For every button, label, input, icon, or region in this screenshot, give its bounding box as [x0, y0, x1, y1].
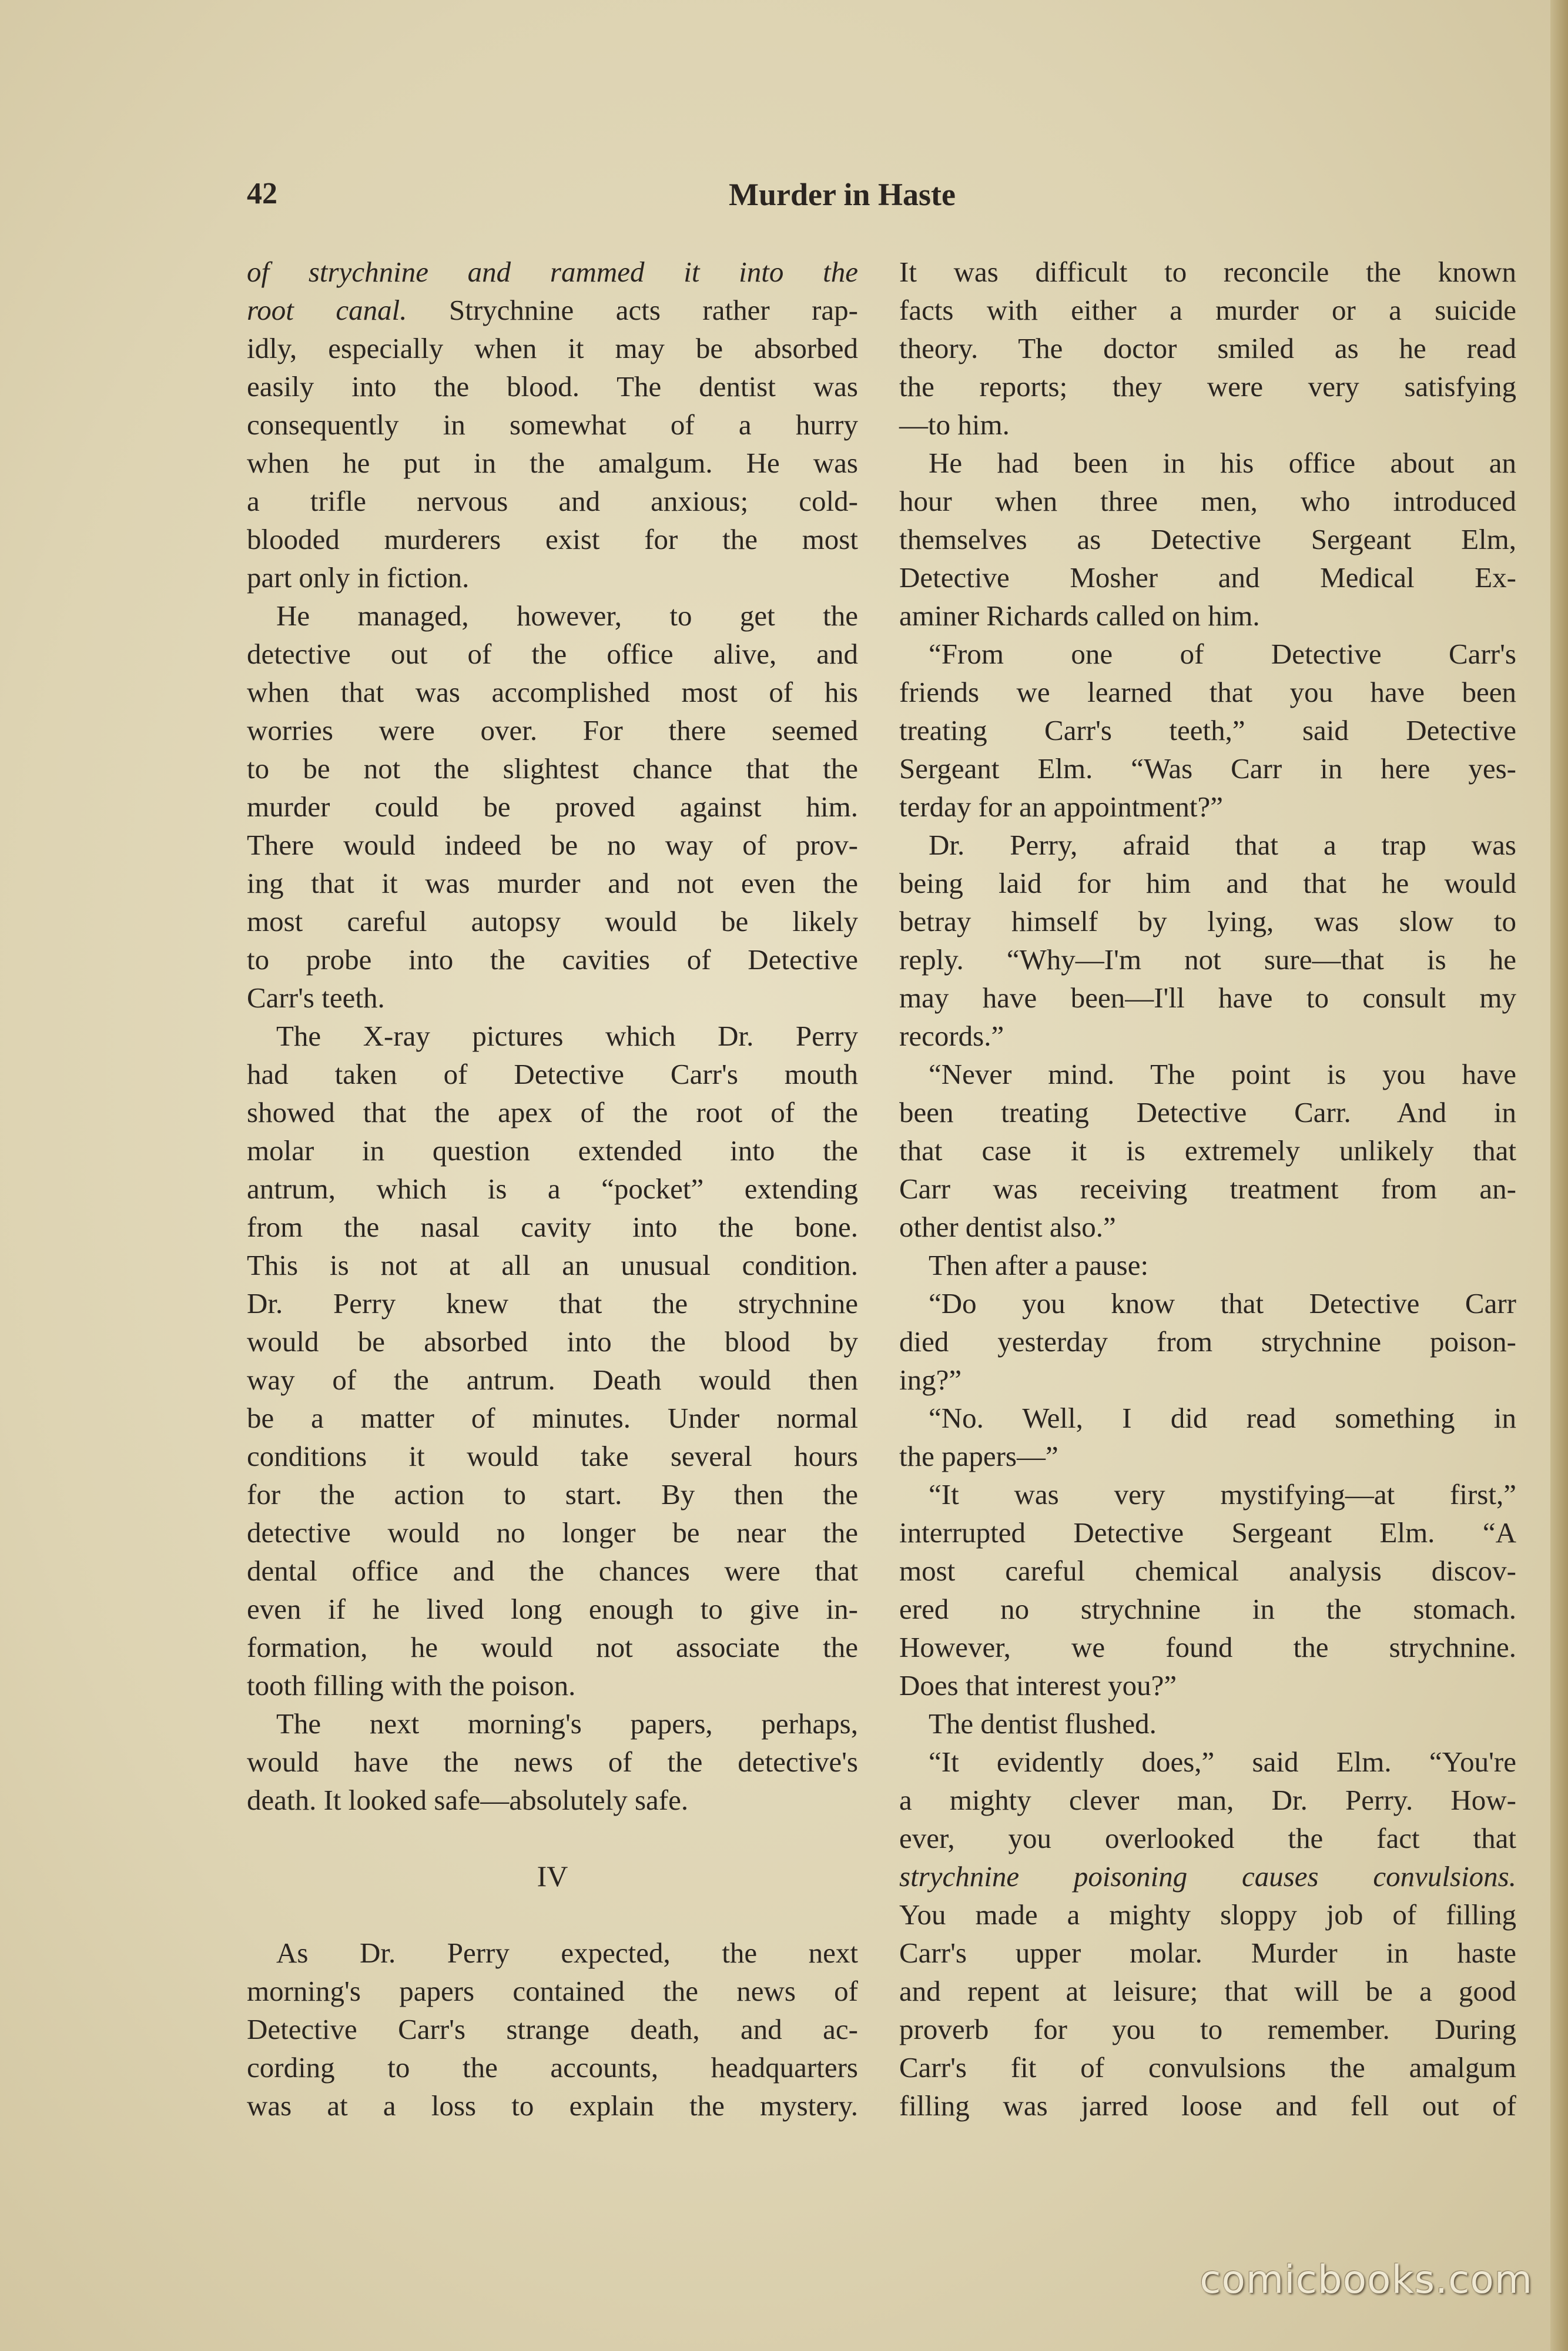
page-edge [1550, 0, 1568, 2351]
text-line: root canal. Strychnine acts rather rap- [247, 294, 858, 326]
text-line: The dentist flushed. [929, 1707, 1157, 1740]
text-line: Carr's fit of convulsions the amalgum [899, 2051, 1516, 2084]
text-line: death. It looked safe—absolutely safe. [247, 1784, 689, 1816]
text-line: Carr's teeth. [247, 982, 385, 1014]
left-column [247, 253, 858, 2125]
text-line: betray himself by lying, was slow to [899, 905, 1516, 937]
text-line: ever, you overlooked the fact that [899, 1822, 1516, 1854]
text-line: been treating Detective Carr. And in [899, 1096, 1516, 1128]
paragraph [247, 253, 858, 597]
text-line: be a matter of minutes. Under normal [247, 1402, 858, 1434]
paragraph [899, 1284, 1516, 1399]
text-line: when he put in the amalgum. He was [247, 447, 858, 479]
paragraph [247, 597, 858, 1017]
text-line: He had been in his office about an [929, 447, 1516, 479]
text-line: As Dr. Perry expected, the next [276, 1937, 858, 1969]
text-line: filling was jarred loose and fell out of [899, 2089, 1516, 2122]
text-line: for the action to start. By then the [247, 1478, 858, 1511]
text-line: facts with either a murder or a suicide [899, 294, 1516, 326]
paragraph [899, 1743, 1516, 2125]
text-line: to probe into the cavities of Detective [247, 943, 858, 976]
text-line: dental office and the chances were that [247, 1555, 858, 1587]
page-header [247, 176, 1516, 229]
text-line: molar in question extended into the [247, 1134, 858, 1167]
text-line: of strychnine and rammed it into the [247, 256, 858, 288]
running-title: Murder in Haste [729, 177, 956, 212]
paragraph [899, 1246, 1516, 1284]
text-line: way of the antrum. Death would then [247, 1364, 858, 1396]
text-line: easily into the blood. The dentist was [247, 370, 858, 403]
text-line: worries were over. For there seemed [247, 714, 858, 746]
text-line: detective out of the office alive, and [247, 638, 858, 670]
paragraph [247, 1934, 858, 2125]
text-line: Detective Mosher and Medical Ex- [899, 561, 1516, 594]
paragraph [899, 635, 1516, 826]
text-line: hour when three men, who introduced [899, 485, 1516, 517]
text-line: Sergeant Elm. “Was Carr in here yes- [899, 752, 1516, 785]
text-line: “It was very mystifying—at first,” [929, 1478, 1516, 1511]
text-line: blooded murderers exist for the most [247, 523, 858, 555]
text-line: antrum, which is a “pocket” extending [247, 1173, 858, 1205]
text-line: formation, he would not associate the [247, 1631, 858, 1663]
paragraph [899, 1704, 1516, 1743]
text-line: detective would no longer be near the [247, 1516, 858, 1549]
text-line: showed that the apex of the root of the [247, 1096, 858, 1128]
text-line: strychnine poisoning causes convulsions. [899, 1860, 1516, 1893]
watermark-logo: comicbooks.com [1200, 2257, 1533, 2302]
text-line: Does that interest you?” [899, 1669, 1177, 1702]
text-line: to be not the slightest chance that the [247, 752, 858, 785]
text-line: reply. “Why—I'm not sure—that is he [899, 943, 1516, 976]
text-line: most careful chemical analysis discov- [899, 1555, 1516, 1587]
text-line: “It evidently does,” said Elm. “You're [929, 1746, 1516, 1778]
section-number: IV [537, 1860, 568, 1893]
paragraph [247, 1704, 858, 1819]
text-line: consequently in somewhat of a hurry [247, 408, 858, 441]
paragraph [899, 444, 1516, 635]
text-line: Carr was receiving treatment from an- [899, 1173, 1516, 1205]
text-line: Carr's upper molar. Murder in haste [899, 1937, 1516, 1969]
text-line: records.” [899, 1020, 1004, 1052]
text-line: cording to the accounts, headquarters [247, 2051, 858, 2084]
text-line: aminer Richards called on him. [899, 600, 1260, 632]
text-line: However, we found the strychnine. [899, 1631, 1516, 1663]
text-line: Dr. Perry, afraid that a trap was [929, 829, 1516, 861]
text-line: Dr. Perry knew that the strychnine [247, 1287, 858, 1319]
text-line: It was difficult to reconcile the known [899, 256, 1516, 288]
text-line: —to him. [899, 408, 1010, 441]
text-line: idly, especially when it may be absorbed [247, 332, 858, 364]
text-line: the reports; they were very satisfying [899, 370, 1516, 403]
text-line: terday for an appointment?” [899, 791, 1224, 823]
text-line: theory. The doctor smiled as he read [899, 332, 1516, 364]
text-line: ing that it was murder and not even the [247, 867, 858, 899]
text-line: friends we learned that you have been [899, 676, 1516, 708]
text-line: died yesterday from strychnine poison- [899, 1325, 1516, 1358]
text-line: a mighty clever man, Dr. Perry. How- [899, 1784, 1516, 1816]
text-line: tooth filling with the poison. [247, 1669, 576, 1702]
text-line: treating Carr's teeth,” said Detective [899, 714, 1516, 746]
text-line: ered no strychnine in the stomach. [899, 1593, 1516, 1625]
text-line: from the nasal cavity into the bone. [247, 1211, 858, 1243]
text-line: even if he lived long enough to give in- [247, 1593, 858, 1625]
paragraph [899, 1399, 1516, 1475]
paragraph [899, 826, 1516, 1055]
text-line: interrupted Detective Sergeant Elm. “A [899, 1516, 1516, 1549]
text-line: conditions it would take several hours [247, 1440, 858, 1472]
text-line: had taken of Detective Carr's mouth [247, 1058, 858, 1090]
text-line: may have been—I'll have to consult my [899, 982, 1516, 1014]
text-line: morning's papers contained the news of [247, 1975, 858, 2007]
text-line: This is not at all an unusual condition. [247, 1249, 858, 1281]
text-line: that case it is extremely unlikely that [899, 1134, 1516, 1167]
text-line: themselves as Detective Sergeant Elm, [899, 523, 1516, 555]
text-line: and repent at leisure; that will be a good [899, 1975, 1516, 2007]
text-line: “From one of Detective Carr's [929, 638, 1516, 670]
text-line: was at a loss to explain the mystery. [247, 2089, 858, 2122]
right-column [899, 253, 1516, 2125]
paragraph [899, 1475, 1516, 1704]
text-line: when that was accomplished most of his [247, 676, 858, 708]
text-line: other dentist also.” [899, 1211, 1116, 1243]
text-line: He managed, however, to get the [276, 600, 858, 632]
text-line: most careful autopsy would be likely [247, 905, 858, 937]
text-line: There would indeed be no way of prov- [247, 829, 858, 861]
text-line: Detective Carr's strange death, and ac- [247, 2013, 858, 2045]
text-line: ing?” [899, 1364, 962, 1396]
text-line: “No. Well, I did read something in [929, 1402, 1516, 1434]
text-line: a trifle nervous and anxious; cold- [247, 485, 858, 517]
text-line: murder could be proved against him. [247, 791, 858, 823]
text-line: Then after a pause: [929, 1249, 1149, 1281]
italic-phrase: root canal. [247, 294, 407, 326]
text-line: “Never mind. The point is you have [929, 1058, 1516, 1090]
paragraph [899, 253, 1516, 444]
paragraph [899, 1055, 1516, 1246]
text-line: The next morning's papers, perhaps, [276, 1707, 858, 1740]
text-line: proverb for you to remember. During [899, 2013, 1516, 2045]
paragraph [247, 1017, 858, 1704]
text-line: You made a mighty sloppy job of filling [899, 1898, 1516, 1931]
text-line: the papers—” [899, 1440, 1058, 1472]
text-line: would be absorbed into the blood by [247, 1325, 858, 1358]
text-line: The X-ray pictures which Dr. Perry [276, 1020, 858, 1052]
text-line: would have the news of the detective's [247, 1746, 858, 1778]
page-number: 42 [247, 177, 277, 210]
text-line: “Do you know that Detective Carr [929, 1287, 1516, 1319]
text-line: part only in fiction. [247, 561, 470, 594]
text-line: being laid for him and that he would [899, 867, 1516, 899]
